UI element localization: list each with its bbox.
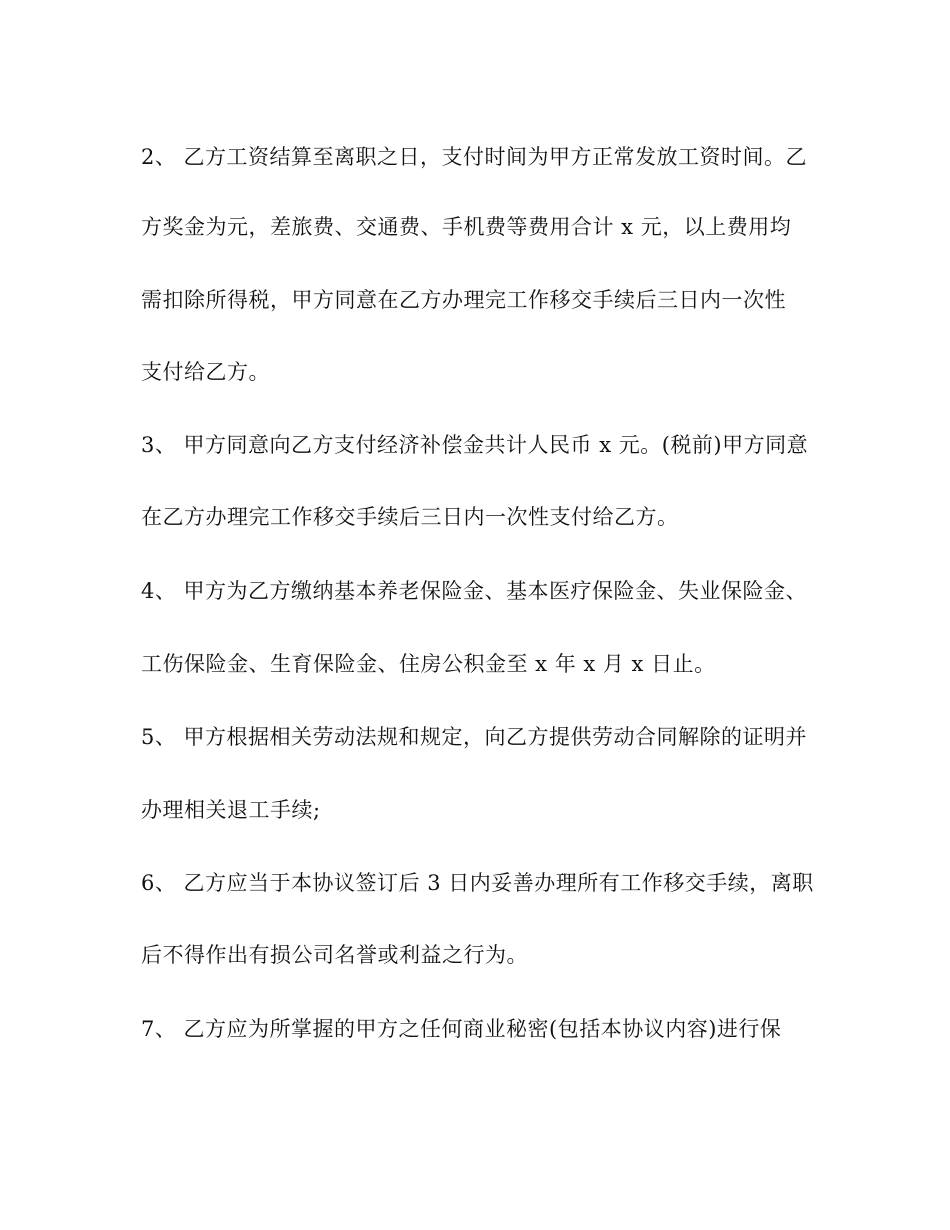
clause-4-line-2: 工伤保险金、生育保险金、住房公积金至 x 年 x 月 x 日止。	[141, 652, 716, 676]
clause-5-line-2: 办理相关退工手续;	[141, 798, 321, 822]
clause-6-line-2: 后不得作出有损公司名誉或利益之行为。	[141, 943, 528, 967]
clause-4-line-1: 4、 甲方为乙方缴纳基本养老保险金、基本医疗保险金、失业保险金、	[141, 579, 808, 603]
clause-2-line-1: 2、 乙方工资结算至离职之日，支付时间为甲方正常发放工资时间。乙	[141, 145, 808, 169]
clause-6-line-1: 6、 乙方应当于本协议签订后 3 日内妥善办理所有工作移交手续，离职	[141, 871, 814, 895]
clause-2-line-2: 方奖金为元，差旅费、交通费、手机费等费用合计 x 元，以上费用均	[141, 215, 792, 239]
clause-2-line-3: 需扣除所得税，甲方同意在乙方办理完工作移交手续后三日内一次性	[141, 288, 786, 312]
clause-3-line-2: 在乙方办理完工作移交手续后三日内一次性支付给乙方。	[141, 505, 679, 529]
clause-5-line-1: 5、 甲方根据相关劳动法规和规定，向乙方提供劳动合同解除的证明并	[141, 725, 808, 749]
clause-3-line-1: 3、 甲方同意向乙方支付经济补偿金共计人民币 x 元。(税前)甲方同意	[141, 433, 809, 457]
clause-7-line-1: 7、 乙方应为所掌握的甲方之任何商业秘密(包括本协议内容)进行保	[141, 1017, 782, 1041]
clause-2-line-4: 支付给乙方。	[141, 360, 270, 384]
